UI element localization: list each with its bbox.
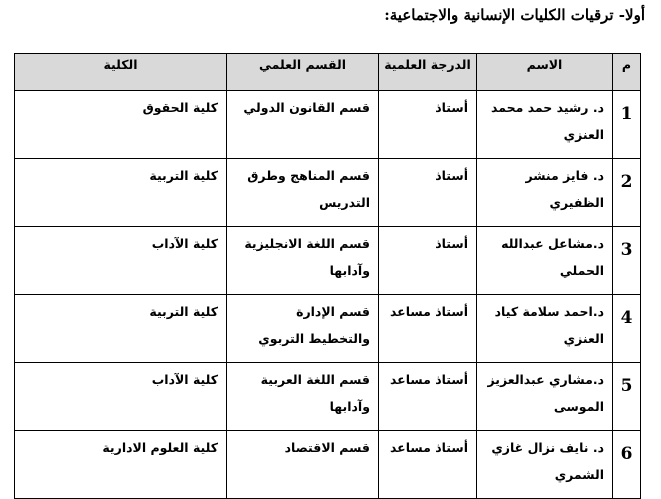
row-name: د. رشيد حمد محمد العنزي [477, 91, 613, 159]
row-name: د.مشاعل عبدالله الحملي [477, 227, 613, 295]
header-num: م [613, 54, 641, 91]
table-row [15, 227, 641, 295]
row-college: كلية التربية [15, 159, 227, 227]
table-header-row [15, 54, 641, 91]
row-num: 4 [613, 295, 641, 363]
row-college: كلية الآداب [15, 227, 227, 295]
row-college: كلية التربية [15, 295, 227, 363]
header-college: الكلية [15, 54, 227, 91]
row-dept: قسم اللغة الانجليزية وآدابها [227, 227, 379, 295]
row-dept: قسم الاقتصاد [227, 431, 379, 499]
row-num: 1 [613, 91, 641, 159]
table-row [15, 295, 641, 363]
row-dept: قسم اللغة العربية وآدابها [227, 363, 379, 431]
row-name: د.احمد سلامة كياد العنزي [477, 295, 613, 363]
header-dept: القسم العلمي [227, 54, 379, 91]
promotions-table [14, 53, 641, 499]
header-degree: الدرجة العلمية [379, 54, 477, 91]
row-dept: قسم المناهج وطرق التدريس [227, 159, 379, 227]
row-name: د.مشاري عبدالعزيز الموسى [477, 363, 613, 431]
table-row [15, 159, 641, 227]
section-heading: أولا- ترقيات الكليات الإنسانية والاجتماعية: [384, 6, 645, 24]
row-college: كلية الحقوق [15, 91, 227, 159]
row-college: كلية الآداب [15, 363, 227, 431]
row-degree: أستاذ مساعد [379, 295, 477, 363]
row-dept: قسم الإدارة والتخطيط التربوي [227, 295, 379, 363]
row-num: 3 [613, 227, 641, 295]
row-name: د. فايز منشر الظفيري [477, 159, 613, 227]
row-degree: أستاذ [379, 159, 477, 227]
header-name: الاسم [477, 54, 613, 91]
table-row [15, 91, 641, 159]
table-row [15, 431, 641, 499]
row-num: 6 [613, 431, 641, 499]
table-row [15, 363, 641, 431]
row-degree: أستاذ [379, 91, 477, 159]
row-degree: أستاذ مساعد [379, 363, 477, 431]
row-college: كلية العلوم الادارية [15, 431, 227, 499]
row-degree: أستاذ مساعد [379, 431, 477, 499]
row-num: 2 [613, 159, 641, 227]
row-name: د. نايف نزال غازي الشمري [477, 431, 613, 499]
row-num: 5 [613, 363, 641, 431]
row-degree: أستاذ [379, 227, 477, 295]
row-dept: قسم القانون الدولي [227, 91, 379, 159]
